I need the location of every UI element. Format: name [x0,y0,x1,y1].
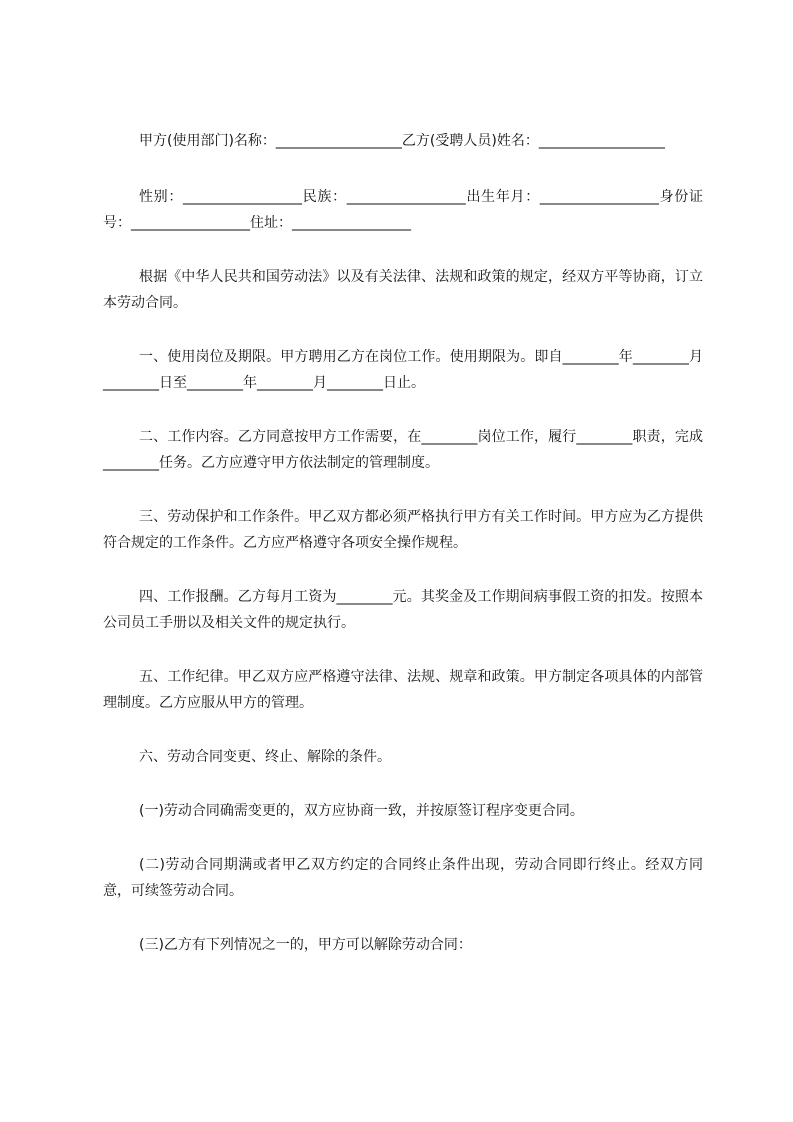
contract-page [103,128,703,958]
personal-info-line: 性别：_________________民族：_________________出生年月：_________________身份证号：_________________住址：_________________ [103,189,703,231]
clause-1-position-term: 一、使用岗位及期限。甲方聘用乙方在岗位工作。使用期限为。即自________年________月________日至________年________月________日止。 [103,349,703,391]
preamble-paragraph: 根据《中华人民共和国劳动法》以及有关法律、法规和政策的规定，经双方平等协商，订立本劳动合同。 [103,269,703,311]
clause-5-discipline: 五、工作纪律。甲乙双方应严格遵守法律、法规、规章和政策。甲方制定各项具体的内部管理制度。乙方应服从甲方的管理。 [103,669,703,711]
clause-4-remuneration: 四、工作报酬。乙方每月工资为________元。其奖金及工作期间病事假工资的扣发。按照本公司员工手册以及相关文件的规定执行。 [103,589,703,631]
clause-2-work-content: 二、工作内容。乙方同意按甲方工作需要，在________岗位工作，履行________职责，完成________任务。乙方应遵守甲方依法制定的管理制度。 [103,429,703,471]
clause-3-labor-protection: 三、劳动保护和工作条件。甲乙双方都必须严格执行甲方有关工作时间。甲方应为乙方提供符合规定的工作条件。乙方应严格遵守各项安全操作规程。 [103,509,703,551]
party-names-line: 甲方(使用部门)名称：__________________乙方(受聘人员)姓名：__________________ [139,133,665,149]
clause-6-item-1: (一)劳动合同确需变更的，双方应协商一致，并按原签订程序变更合同。 [139,803,584,819]
clause-6-item-2: (二)劳动合同期满或者甲乙双方约定的合同终止条件出现，劳动合同即行终止。经双方同意，可续签劳动合同。 [103,857,703,899]
clause-6-item-3: (三)乙方有下列情况之一的，甲方可以解除劳动合同： [139,937,472,953]
clause-6-heading: 六、劳动合同变更、终止、解除的条件。 [139,749,391,765]
